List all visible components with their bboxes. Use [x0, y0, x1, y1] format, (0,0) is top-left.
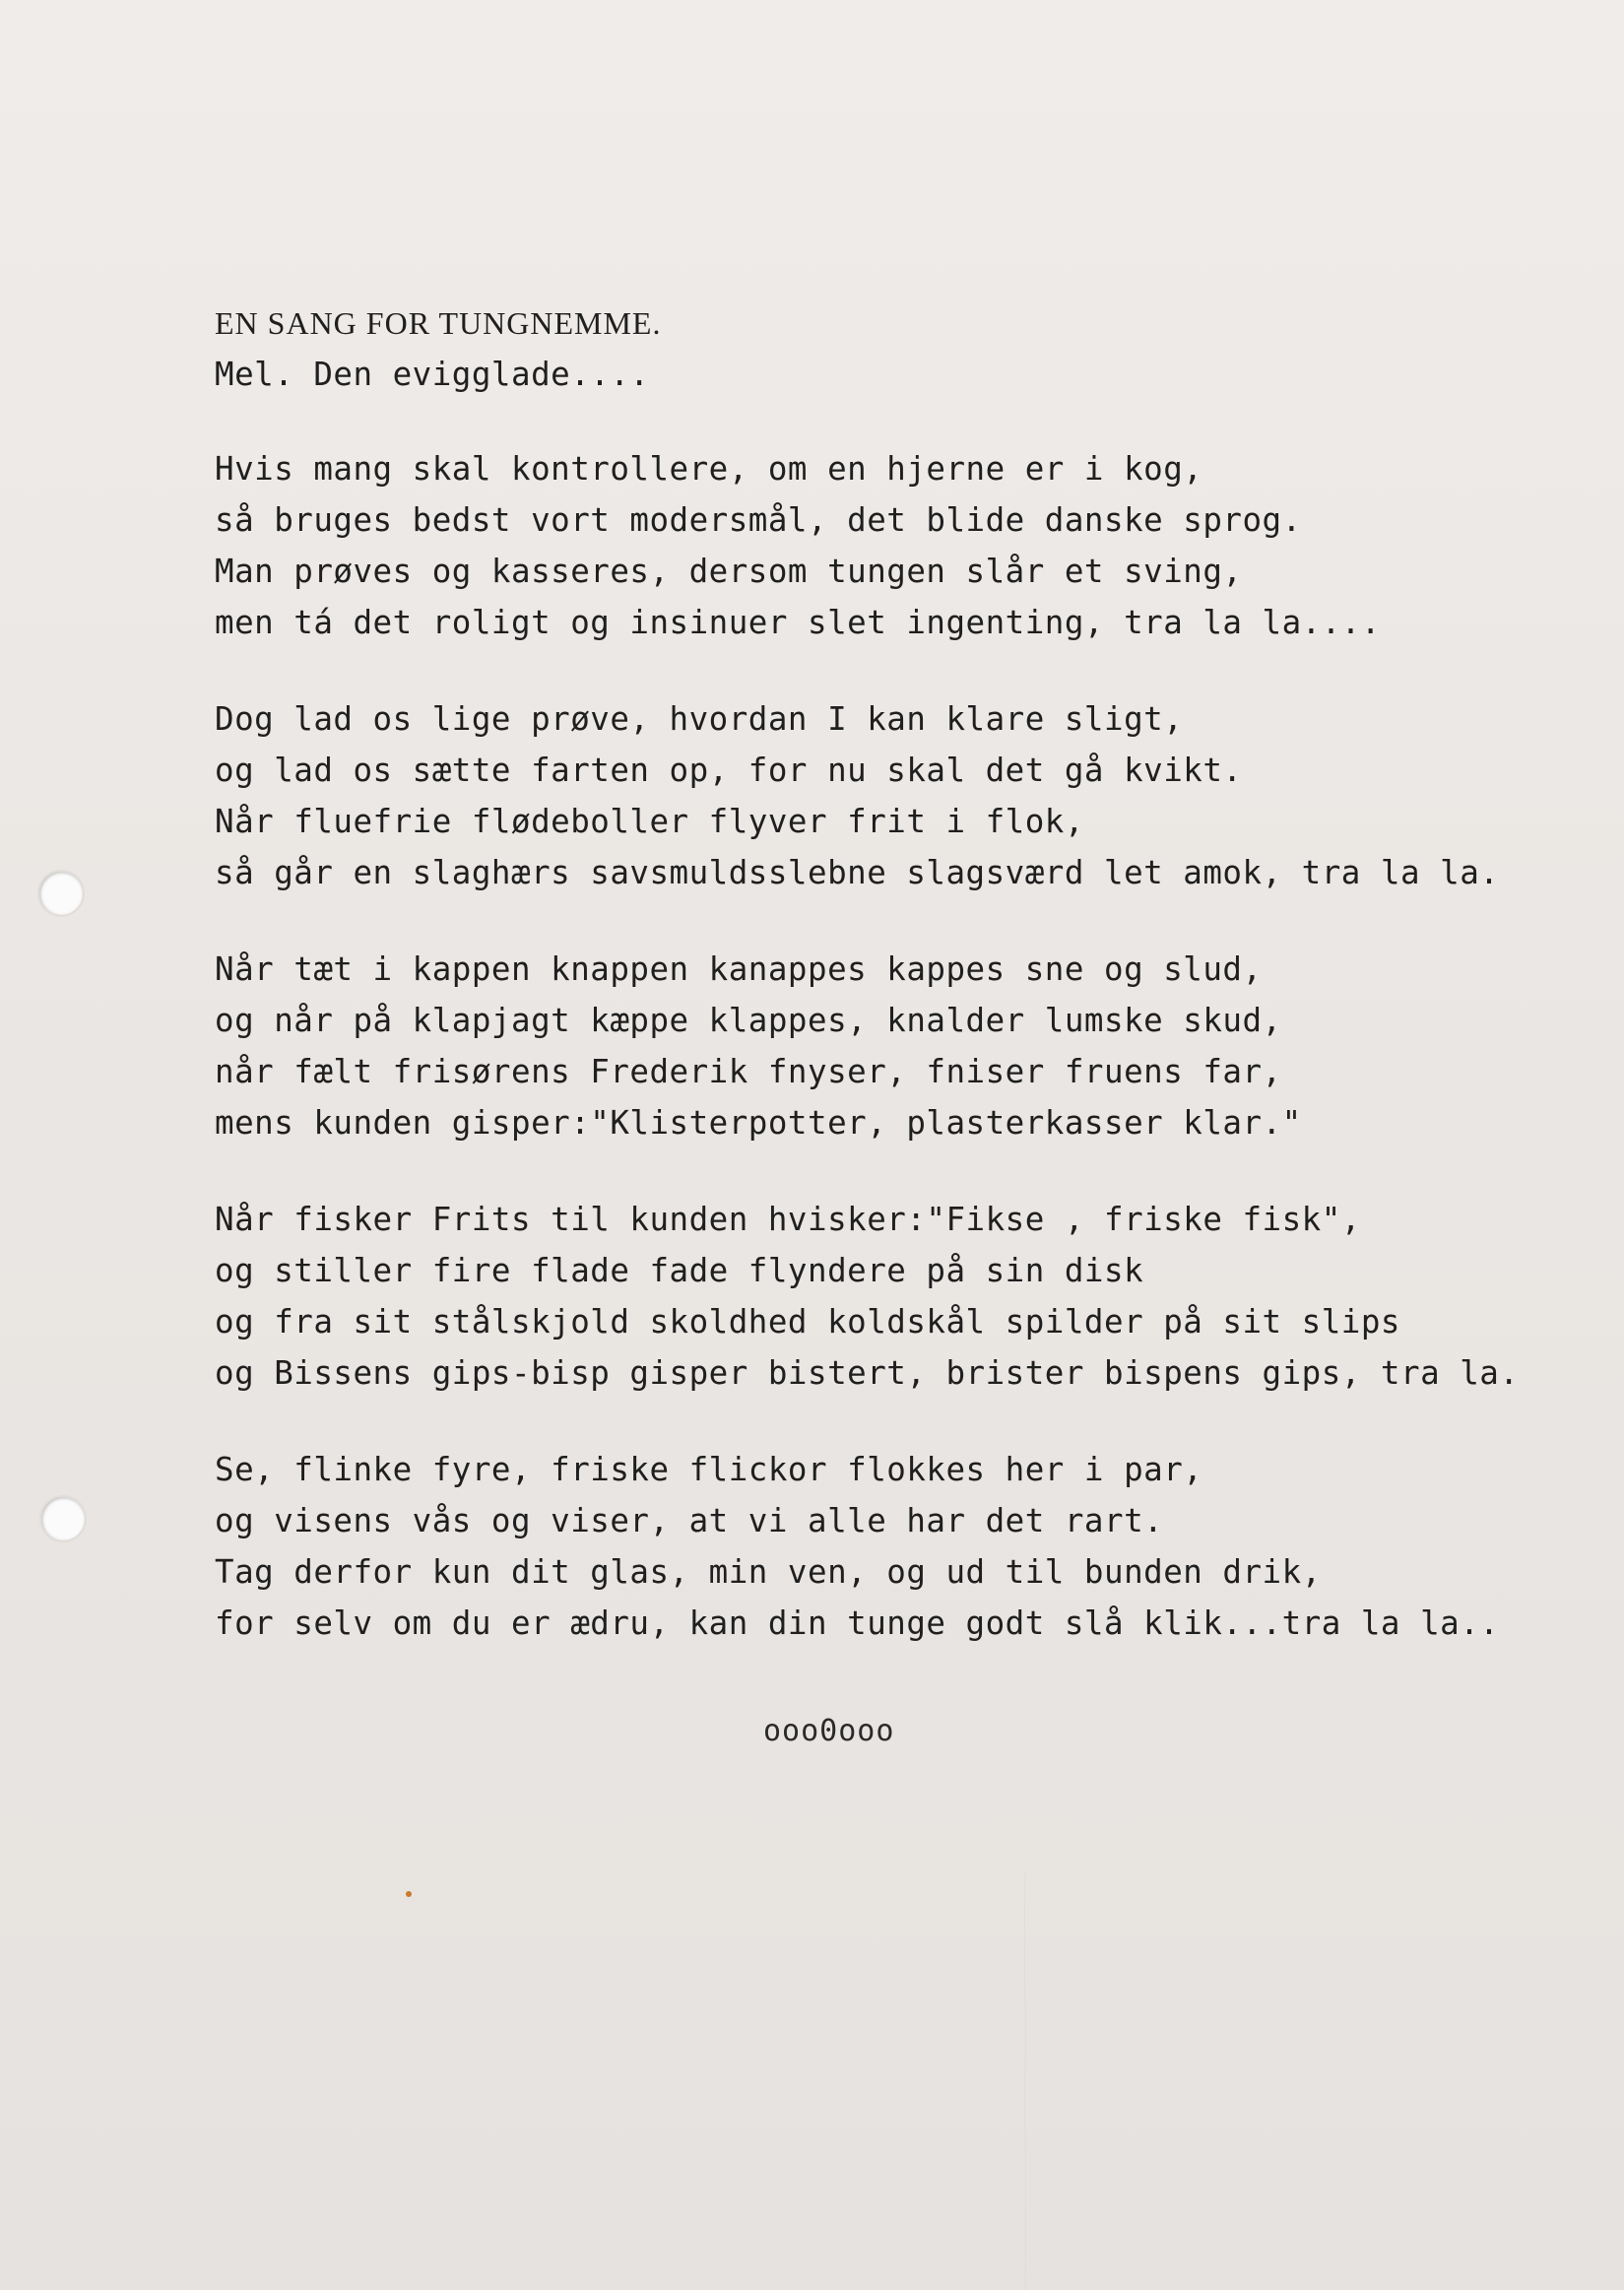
stanza-line: Hvis mang skal kontrollere, om en hjerne er i kog,	[215, 450, 1203, 488]
stanza-line: Se, flinke fyre, friske flickor flokkes her i par,	[215, 1451, 1203, 1488]
stanza-line: Når fluefrie flødeboller flyver frit i flok,	[215, 803, 1084, 840]
stanza-line: Man prøves og kasseres, dersom tungen slår et sving,	[215, 553, 1243, 590]
stanza-line: når fælt frisørens Frederik fnyser, fniser fruens far,	[215, 1053, 1282, 1090]
stanza-line: og når på klapjagt kæppe klappes, knalder lumske skud,	[215, 1002, 1282, 1039]
stanza-5	[215, 1444, 1584, 1649]
paper-crease	[1024, 1871, 1026, 2290]
stanza-4	[215, 1194, 1584, 1399]
melody-note: Mel. Den evigglade....	[215, 356, 650, 393]
stanza-line: Tag derfor kun dit glas, min ven, og ud til bunden drik,	[215, 1553, 1322, 1591]
stanza-line: men tá det roligt og insinuer slet ingenting, tra la la....	[215, 604, 1381, 641]
song-title: EN SANG FOR TUNGNEMME.	[215, 305, 662, 341]
punch-hole-top	[39, 872, 83, 915]
stanza-line: og visens vås og viser, at vi alle har det rart.	[215, 1502, 1164, 1539]
stanza-line: og Bissens gips-bisp gisper bistert, brister bispens gips, tra la.	[215, 1354, 1520, 1392]
end-mark: ooo0ooo	[763, 1714, 895, 1748]
stanza-line: mens kunden gisper:"Klisterpotter, plasterkasser klar."	[215, 1104, 1302, 1142]
stanza-line: og fra sit stålskjold skoldhed koldskål spilder på sit slips	[215, 1303, 1400, 1341]
stanza-line: og stiller fire flade fade flyndere på sin disk	[215, 1252, 1144, 1289]
stanza-line: Når tæt i kappen knappen kanappes kappes sne og slud,	[215, 950, 1263, 988]
paper-speck	[406, 1891, 412, 1897]
stanza-line: og lad os sætte farten op, for nu skal det gå kvikt.	[215, 752, 1243, 789]
stanza-line: Når fisker Frits til kunden hvisker:"Fikse , friske fisk",	[215, 1201, 1361, 1238]
stanza-3	[215, 944, 1584, 1148]
stanza-line: så går en slaghærs savsmuldsslebne slagsværd let amok, tra la la.	[215, 854, 1500, 891]
song-text	[215, 297, 1584, 1649]
stanza-1	[215, 443, 1584, 648]
punch-hole-bottom	[41, 1497, 85, 1540]
stanza-line: Dog lad os lige prøve, hvordan I kan klare sligt,	[215, 700, 1184, 738]
stanza-2	[215, 693, 1584, 898]
stanza-line: så bruges bedst vort modersmål, det blide danske sprog.	[215, 501, 1302, 539]
stanza-line: for selv om du er ædru, kan din tunge godt slå klik...tra la la..	[215, 1604, 1500, 1642]
